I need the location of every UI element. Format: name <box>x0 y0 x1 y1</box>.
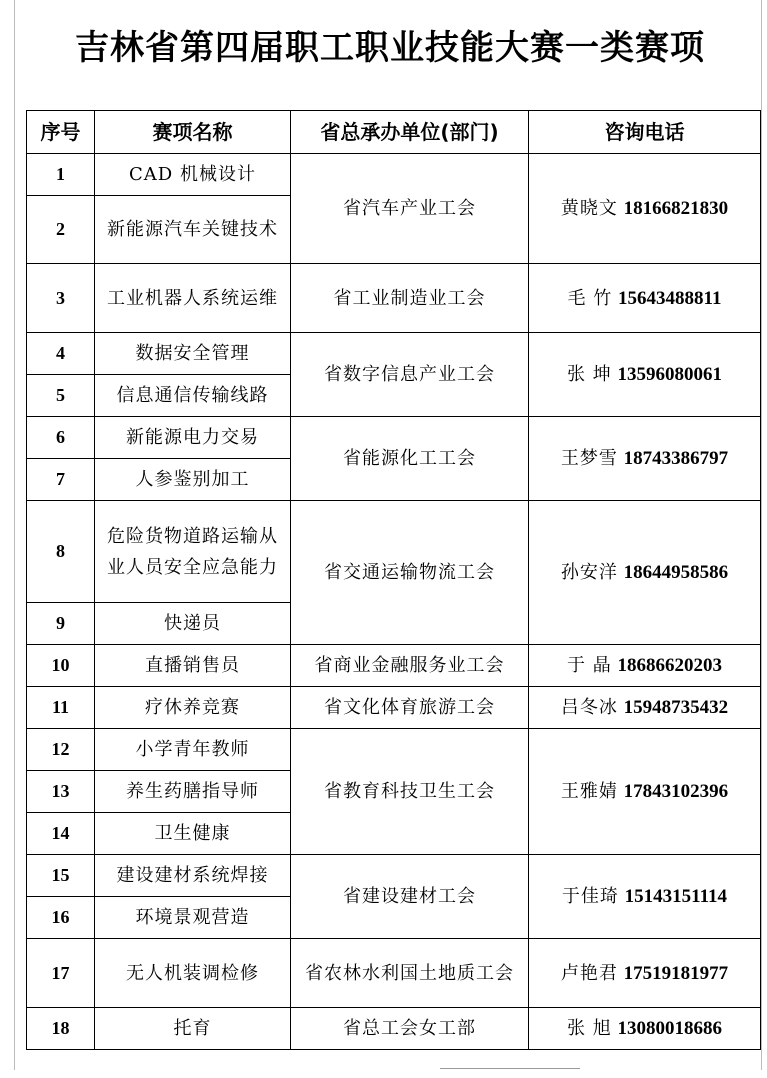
contact-phone: 18644958586 <box>623 562 729 583</box>
unit-name: 省文化体育旅游工会 <box>291 687 529 729</box>
header-unit: 省总承办单位(部门) <box>291 111 529 154</box>
contact-phone: 18686620203 <box>617 655 722 676</box>
unit-name: 省交通运输物流工会 <box>291 501 529 645</box>
event-name: 危险货物道路运输从业人员安全应急能力 <box>95 501 291 603</box>
row-number: 5 <box>27 375 95 417</box>
row-number: 7 <box>27 459 95 501</box>
table-row <box>27 154 761 196</box>
event-name: 工业机器人系统运维 <box>95 264 291 333</box>
table-row <box>27 333 761 375</box>
contact-cell <box>529 264 761 333</box>
contact-cell <box>529 154 761 264</box>
contact-cell <box>529 333 761 417</box>
contact-name: 毛 竹 <box>567 287 613 309</box>
contact-phone: 13596080061 <box>617 364 722 385</box>
row-number: 15 <box>27 855 95 897</box>
unit-name: 省教育科技卫生工会 <box>291 729 529 855</box>
contact-phone: 18166821830 <box>623 198 729 219</box>
page-title: 吉林省第四届职工职业技能大赛一类赛项 <box>75 28 705 68</box>
table-row <box>27 729 761 771</box>
event-name: 新能源电力交易 <box>95 417 291 459</box>
table-row <box>27 645 761 687</box>
unit-name: 省农林水利国土地质工会 <box>291 939 529 1008</box>
table-row <box>27 687 761 729</box>
event-name: 养生药膳指导师 <box>95 771 291 813</box>
event-name: 数据安全管理 <box>95 333 291 375</box>
row-number: 10 <box>27 645 95 687</box>
event-name: 快递员 <box>95 603 291 645</box>
unit-name: 省汽车产业工会 <box>291 154 529 264</box>
events-table <box>26 110 761 1050</box>
row-number: 12 <box>27 729 95 771</box>
contact-cell <box>529 729 761 855</box>
unit-name: 省建设建材工会 <box>291 855 529 939</box>
table-row <box>27 1008 761 1050</box>
contact-phone: 17843102396 <box>623 781 729 802</box>
event-name: 环境景观营造 <box>95 897 291 939</box>
row-number: 16 <box>27 897 95 939</box>
event-name: 人参鉴别加工 <box>95 459 291 501</box>
contact-cell <box>529 501 761 645</box>
page-divider <box>440 1068 580 1069</box>
contact-name: 黄晓文 <box>560 198 618 219</box>
unit-name: 省数字信息产业工会 <box>291 333 529 417</box>
row-number: 4 <box>27 333 95 375</box>
contact-phone: 17519181977 <box>623 962 729 984</box>
unit-name: 省总工会女工部 <box>291 1008 529 1050</box>
event-name: CAD 机械设计 <box>95 154 291 196</box>
header-index: 序号 <box>27 111 95 154</box>
row-number: 9 <box>27 603 95 645</box>
contact-cell <box>529 939 761 1008</box>
contact-name: 王雅婧 <box>560 781 618 802</box>
contact-name: 吕冬冰 <box>560 697 618 718</box>
contact-name: 王梦雪 <box>560 448 618 469</box>
contact-name: 孙安洋 <box>560 562 618 583</box>
contact-cell <box>529 1008 761 1050</box>
row-number: 11 <box>27 687 95 729</box>
unit-name: 省工业制造业工会 <box>291 264 529 333</box>
row-number: 17 <box>27 939 95 1008</box>
event-name: 建设建材系统焊接 <box>95 855 291 897</box>
event-name: 直播销售员 <box>95 645 291 687</box>
row-number: 3 <box>27 264 95 333</box>
row-number: 8 <box>27 501 95 603</box>
table-row <box>27 939 761 1008</box>
table-row <box>27 417 761 459</box>
event-name: 疗休养竞赛 <box>95 687 291 729</box>
contact-name: 张 坤 <box>567 364 612 385</box>
row-number: 1 <box>27 154 95 196</box>
event-name: 信息通信传输线路 <box>95 375 291 417</box>
contact-cell <box>529 687 761 729</box>
contact-cell <box>529 855 761 939</box>
contact-name: 张 旭 <box>567 1018 612 1039</box>
contact-phone: 18743386797 <box>623 448 729 469</box>
contact-phone: 15948735432 <box>623 697 729 718</box>
row-number: 18 <box>27 1008 95 1050</box>
row-number: 14 <box>27 813 95 855</box>
contact-phone: 13080018686 <box>617 1018 722 1039</box>
row-number: 6 <box>27 417 95 459</box>
row-number: 2 <box>27 196 95 264</box>
contact-name: 卢艳君 <box>560 962 618 984</box>
event-name: 托育 <box>95 1008 291 1050</box>
contact-name: 于佳琦 <box>561 886 619 907</box>
header-event: 赛项名称 <box>95 111 291 154</box>
table-row <box>27 855 761 897</box>
contact-phone: 15643488811 <box>618 287 722 309</box>
contact-name: 于 晶 <box>567 655 612 676</box>
event-name: 无人机装调检修 <box>95 939 291 1008</box>
table-row <box>27 501 761 603</box>
contact-cell <box>529 417 761 501</box>
contact-phone: 15143151114 <box>624 886 728 907</box>
contact-cell <box>529 645 761 687</box>
unit-name: 省能源化工工会 <box>291 417 529 501</box>
table-header-row <box>27 111 761 154</box>
event-name: 新能源汽车关键技术 <box>95 196 291 264</box>
unit-name: 省商业金融服务业工会 <box>291 645 529 687</box>
header-contact: 咨询电话 <box>529 111 761 154</box>
table-row <box>27 264 761 333</box>
row-number: 13 <box>27 771 95 813</box>
event-name: 小学青年教师 <box>95 729 291 771</box>
event-name: 卫生健康 <box>95 813 291 855</box>
